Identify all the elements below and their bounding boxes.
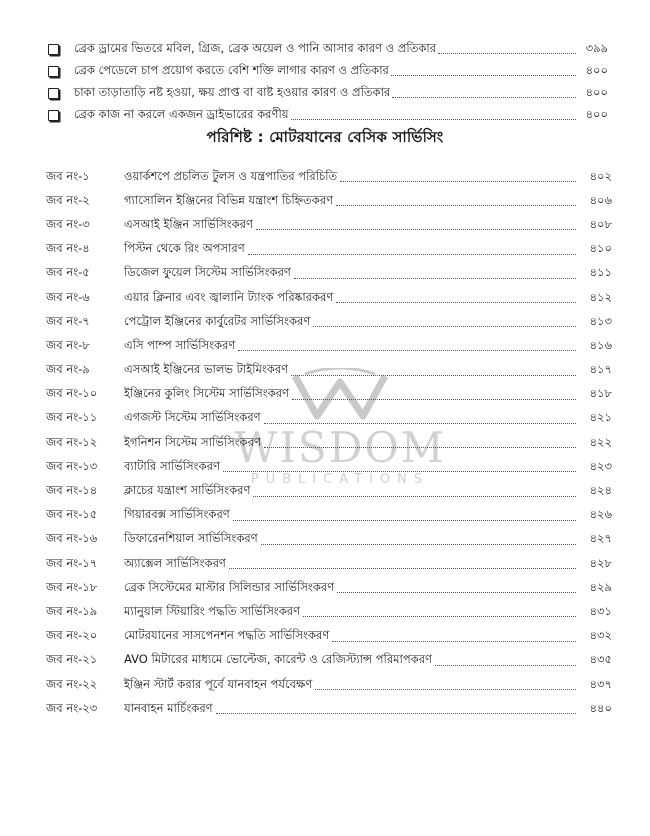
job-number: জব নং-৬ <box>46 289 90 304</box>
job-title: এসআই ইঞ্জিনের ভালভ টাইমিংকরণ <box>124 362 289 377</box>
job-title: গিয়ারবক্স সার্ভিসিংকরণ <box>124 507 230 522</box>
job-title: মোটরযানের সাসপেনশন পদ্ধতি সার্ভিসিংকরণ <box>124 628 330 643</box>
job-number: জব নং-৮ <box>46 337 90 352</box>
watermark-name: WISDOM <box>234 423 446 472</box>
page-number: ৪২৩ <box>589 458 612 473</box>
job-title: পিস্টন থেকে রিং অপসারণ <box>124 241 245 256</box>
job-title: অ্যাক্সেল সার্ভিসিংকরণ <box>124 555 226 570</box>
dot-leader <box>264 438 576 448</box>
page-number: ৪০০ <box>585 84 608 99</box>
job-title: ক্লাচের যন্ত্রাংশ সার্ভিসিংকরণ <box>124 483 251 498</box>
page-number: ৪৩৭ <box>589 676 612 691</box>
dot-leader <box>264 414 576 424</box>
job-number: জব নং-৫ <box>46 265 90 280</box>
table-row[interactable] <box>46 431 612 455</box>
page-number: ৪২৮ <box>589 555 612 570</box>
page-number: ৪২১ <box>589 410 612 425</box>
job-title: গ্যাসোলিন ইঞ্জিনের বিভিন্ন যন্ত্রাংশ চিহ্নিতকরণ <box>124 192 334 207</box>
page-number: ৪১৭ <box>589 362 612 377</box>
page-number: ৩৯৯ <box>585 40 608 55</box>
job-number: জব নং-১৯ <box>46 603 98 618</box>
dot-leader <box>392 88 576 98</box>
job-number: জব নং-২৩ <box>46 700 98 715</box>
table-row[interactable] <box>46 504 612 528</box>
dot-leader <box>233 511 576 521</box>
dot-leader <box>248 245 576 255</box>
item-title: ব্রেক ড্রামের ভিতরে মবিল, গ্রিজ, ব্রেক অয়েল ও পানি আসার কারণ ও প্রতিকার <box>74 40 437 55</box>
job-number: জব নং-১৮ <box>46 579 98 594</box>
job-number: জব নং-২২ <box>46 676 98 691</box>
job-number: জব নং-১০ <box>46 386 98 401</box>
list-item[interactable] <box>48 38 608 60</box>
dot-leader <box>291 110 576 120</box>
table-row[interactable] <box>46 600 612 624</box>
job-title: ইঞ্জিনের কুলিং সিস্টেম সার্ভিসিংকরণ <box>124 386 290 401</box>
dot-leader <box>337 583 576 593</box>
job-number: জব নং-২১ <box>46 652 98 667</box>
checkbox-bullet-icon <box>48 88 59 99</box>
item-title: ব্রেক কাজ না করলে একজন ড্রাইভারের করণীয় <box>74 106 289 121</box>
job-title: ডিফারেনশিয়াল সার্ভিসিংকরণ <box>124 531 258 546</box>
page-number: ৪০৬ <box>589 192 612 207</box>
job-number: জব নং-১ <box>46 168 90 183</box>
job-title: ইঞ্জিন স্টার্ট করার পূর্বে যানবাহন পর্যবেক্ষণ <box>124 676 313 691</box>
job-number: জব নং-১৬ <box>46 531 98 546</box>
dot-leader <box>391 66 576 76</box>
list-item[interactable] <box>48 104 608 126</box>
job-title: ওয়ার্কশপে প্রচলিত টুলস ও যন্ত্রপাতির পরিচিতি <box>124 168 338 183</box>
page-number: ৪৩১ <box>589 603 612 618</box>
page-number: ৪১৮ <box>589 386 612 401</box>
list-item[interactable] <box>48 82 608 104</box>
table-row[interactable] <box>46 383 612 407</box>
dot-leader <box>256 220 576 230</box>
table-row[interactable] <box>46 262 612 286</box>
dot-leader <box>238 341 576 351</box>
page-number: ৪১৩ <box>589 313 612 328</box>
table-row[interactable] <box>46 334 612 358</box>
page-number: ৪৩৫ <box>589 652 612 667</box>
page-number: ৪১২ <box>589 289 612 304</box>
dot-leader <box>332 632 576 642</box>
dot-leader <box>438 44 576 54</box>
job-number: জব নং-৩ <box>46 216 90 231</box>
job-title: ব্রেক সিস্টেমের মাস্টার সিলিন্ডার সার্ভিসিংকরণ <box>124 579 335 594</box>
page-number: ৪২৪ <box>589 483 612 498</box>
job-number: জব নং-৪ <box>46 241 90 256</box>
table-row[interactable] <box>46 625 612 649</box>
job-number: জব নং-৭ <box>46 313 90 328</box>
job-number: জব নং-২ <box>46 192 90 207</box>
job-list <box>46 165 612 721</box>
table-row[interactable] <box>46 479 612 503</box>
dot-leader <box>216 704 576 714</box>
job-title: ইগনিশন সিস্টেম সার্ভিসিংকরণ <box>124 434 261 449</box>
job-number: জব নং-১২ <box>46 434 98 449</box>
page-number: ৪১৬ <box>589 337 612 352</box>
job-title: ম্যানুয়াল স্টিয়ারিং পদ্ধতি সার্ভিসিংকরণ <box>124 603 301 618</box>
page-number: ৪২৭ <box>589 531 612 546</box>
job-title: এয়ার ক্লিনার এবং জ্বালানি ট্যাংক পরিষ্কারকরণ <box>124 289 334 304</box>
dot-leader <box>229 559 576 569</box>
table-row[interactable] <box>46 213 612 237</box>
dot-leader <box>303 607 576 617</box>
page-number: ৪০৮ <box>589 216 612 231</box>
table-row[interactable] <box>46 455 612 479</box>
table-row[interactable] <box>46 165 612 189</box>
job-title: এগজস্ট সিস্টেম সার্ভিসিংকরণ <box>124 410 261 425</box>
page-number: ৪০২ <box>589 168 612 183</box>
list-item[interactable] <box>48 60 608 82</box>
table-row[interactable] <box>46 407 612 431</box>
page-number: ৪২২ <box>589 434 612 449</box>
section-heading: পরিশিষ্ট : মোটরযানের বেসিক সার্ভিসিং <box>206 128 444 146</box>
page-number: ৪০০ <box>585 106 608 121</box>
table-row[interactable] <box>46 673 612 697</box>
job-number: জব নং-১৭ <box>46 555 98 570</box>
table-row[interactable] <box>46 189 612 213</box>
job-title: যানবাহন মার্চিংকরণ <box>124 700 213 715</box>
page-number: ৪১০ <box>589 241 612 256</box>
watermark-subtitle: PUBLICATIONS <box>250 472 430 487</box>
table-row[interactable] <box>46 286 612 310</box>
page-number: ৪০০ <box>585 62 608 77</box>
job-title: AVO মিটারের মাধ্যমে ভোল্টেজ, কারেন্ট ও রেজিস্ট্যান্স পরিমাপকরণ <box>124 652 433 667</box>
table-row[interactable] <box>46 528 612 552</box>
job-title: ডিজেল ফুয়েল সিস্টেম সার্ভিসিংকরণ <box>124 265 291 280</box>
dot-leader <box>294 269 576 279</box>
job-number: জব নং-১৫ <box>46 507 98 522</box>
job-title: এসি পাম্প সার্ভিসিংকরণ <box>124 337 236 352</box>
table-row[interactable] <box>46 238 612 262</box>
page-number: ৪২৯ <box>589 579 612 594</box>
checkbox-bullet-icon <box>48 44 59 55</box>
dot-leader <box>340 172 576 182</box>
table-row[interactable] <box>46 552 612 576</box>
dot-leader <box>292 390 576 400</box>
dot-leader <box>435 656 576 666</box>
dot-leader <box>261 535 576 545</box>
job-number: জব নং-১৩ <box>46 458 98 473</box>
table-row[interactable] <box>46 359 612 383</box>
page-number: ৪১১ <box>589 265 612 280</box>
job-title: পেট্রোল ইঞ্জিনের কার্বুরেটর সার্ভিসিংকরণ <box>124 313 311 328</box>
item-title: চাকা তাড়াতাড়ি নষ্ট হওয়া, ক্ষয় প্রাপ্ত বা বাষ্ট হওয়ার কারণ ও প্রতিকার <box>74 84 391 99</box>
table-row[interactable] <box>46 649 612 673</box>
job-number: জব নং-২০ <box>46 628 98 643</box>
dot-leader <box>336 196 576 206</box>
job-number: জব নং-১১ <box>46 410 98 425</box>
checkbox-bullet-icon <box>48 66 59 77</box>
dot-leader <box>223 462 576 472</box>
table-row[interactable] <box>46 310 612 334</box>
job-number: জব নং-৯ <box>46 362 90 377</box>
page-number: ৪৩২ <box>589 628 612 643</box>
job-number: জব নং-১৪ <box>46 483 98 498</box>
dot-leader <box>336 293 576 303</box>
page-number: ৪২৬ <box>589 507 612 522</box>
checkbox-bullet-icon <box>48 110 59 121</box>
table-row[interactable] <box>46 576 612 600</box>
item-title: ব্রেক পেডেলে চাপ প্রয়োগ করতে বেশি শক্তি লাগার কারণ ও প্রতিকার <box>74 62 389 77</box>
dot-leader <box>315 680 576 690</box>
brake-troubleshooting-list <box>48 38 608 126</box>
dot-leader <box>313 317 576 327</box>
dot-leader <box>253 487 576 497</box>
dot-leader <box>291 366 576 376</box>
table-row[interactable] <box>46 697 612 721</box>
job-title: ব্যাটারি সার্ভিসিংকরণ <box>124 458 220 473</box>
job-title: এসআই ইঞ্জিন সার্ভিসিংকরণ <box>124 216 253 231</box>
page-number: ৪৪০ <box>589 700 612 715</box>
